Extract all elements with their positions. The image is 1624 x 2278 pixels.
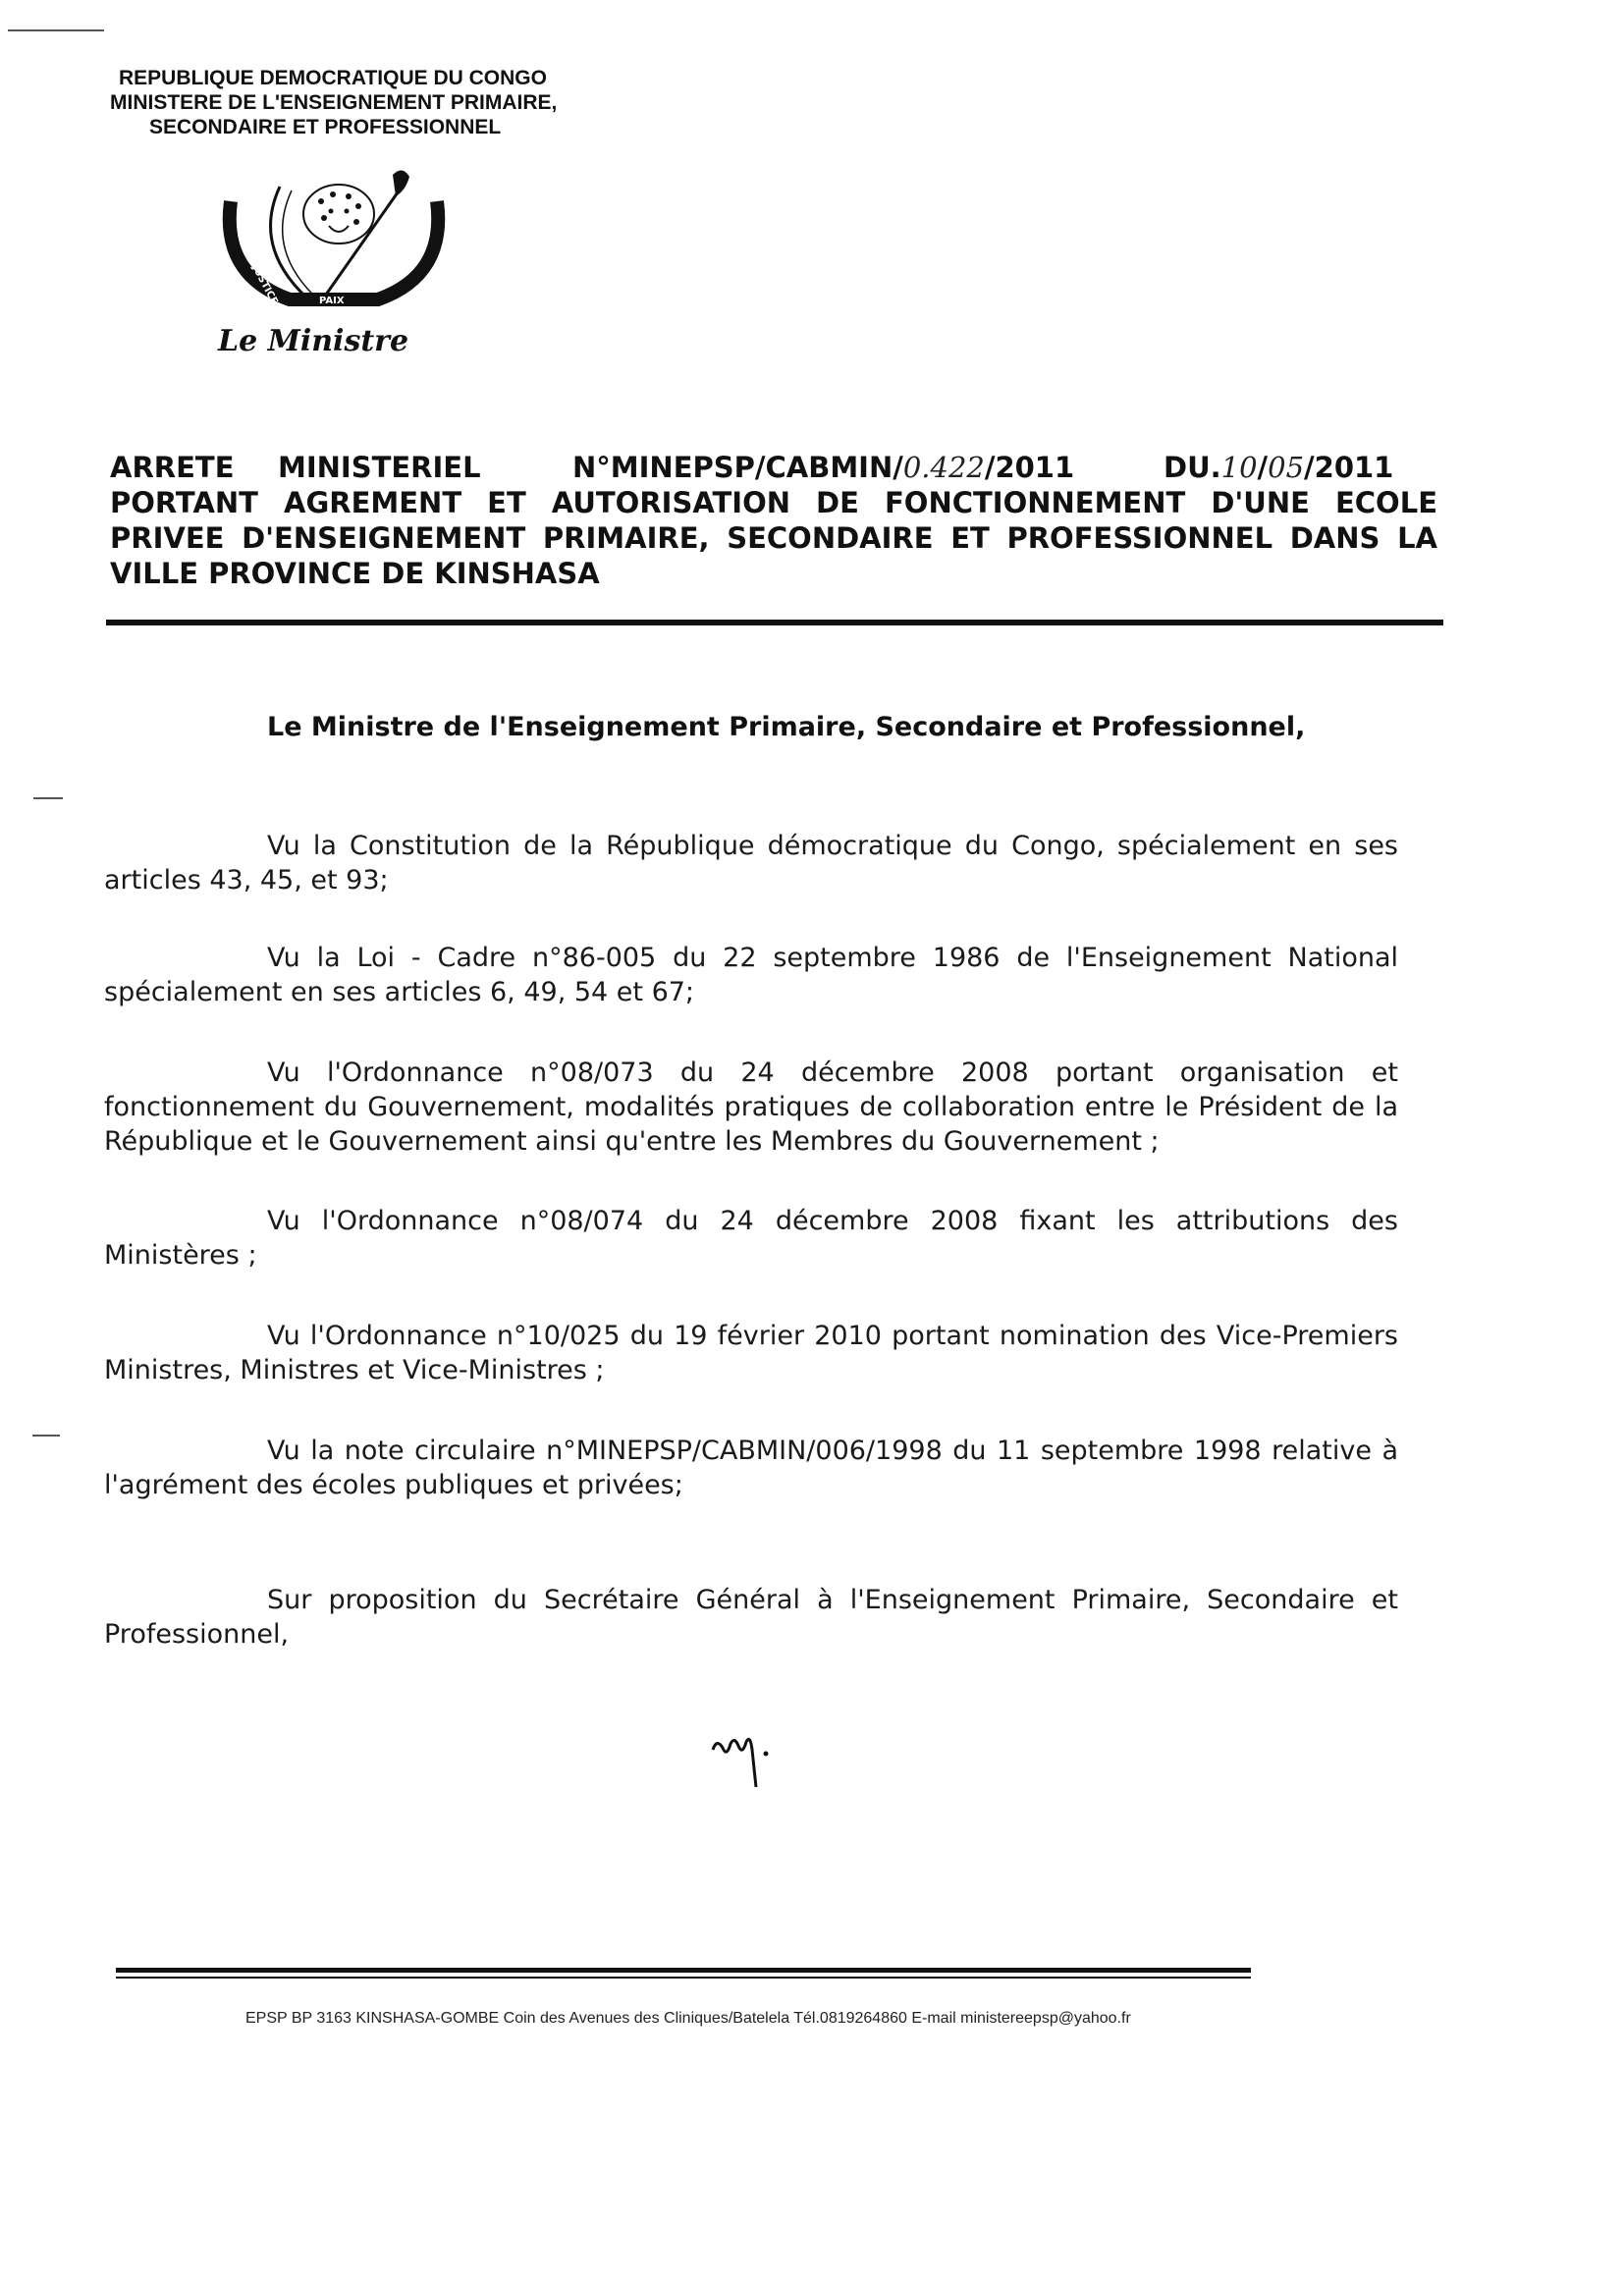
paragraph-constitution: Vu la Constitution de la République démocratique du Congo, spécialement en ses articles 43, 45, et 93;	[104, 831, 1398, 895]
header-ministry-2: SECONDAIRE ET PROFESSIONNEL	[149, 116, 502, 138]
title-line-4: VILLE PROVINCE DE KINSHASA	[110, 557, 600, 590]
emblem-text-paix: PAIX	[319, 296, 345, 306]
title-number-suffix: /2011	[984, 451, 1075, 484]
title-date	[1164, 451, 1393, 485]
title-ministeriel: MINISTERIEL	[278, 451, 481, 484]
paragraph-proposition: Sur proposition du Secrétaire Général à l'Enseignement Primaire, Secondaire et Professionnel,	[104, 1585, 1398, 1650]
title-number-handwritten: 0.422	[902, 451, 985, 484]
title-date-month: 05	[1268, 451, 1305, 484]
footer-address: EPSP BP 3163 KINSHASA-GOMBE Coin des Avenues des Cliniques/Batelela Tél.0819264860 E-mail ministereepsp@yahoo.fr	[245, 2010, 1131, 2027]
minister-heading: Le Ministre de l'Enseignement Primaire, Secondaire et Professionnel,	[267, 712, 1306, 742]
paragraph-ordonnance-08-073: Vu l'Ordonnance n°08/073 du 24 décembre 2008 portant organisation et fonctionnement du Gouvernement, modalités pratiques de collaboration entre le Président de la République et le Gouvernement ainsi qu'entre les Membres du Gouvernement ;	[104, 1058, 1398, 1157]
leopard-head-icon	[303, 185, 374, 244]
paragraph-loi-cadre: Vu la Loi - Cadre n°86-005 du 22 septembre 1986 de l'Enseignement National spécialement en ses articles 6, 49, 54 et 67;	[104, 943, 1398, 1007]
paragraph-ordonnance-08-074: Vu l'Ordonnance n°08/074 du 24 décembre 2008 fixant les attributions des Ministères ;	[104, 1206, 1398, 1271]
title-date-prefix: DU.	[1164, 451, 1221, 484]
title-line-3: PRIVEE D'ENSEIGNEMENT PRIMAIRE, SECONDAIRE ET PROFESSIONNEL DANS LA	[110, 521, 1437, 555]
title-arrete: ARRETE	[110, 451, 235, 484]
paragraph-note-circulaire: Vu la note circulaire n°MINEPSP/CABMIN/006/1998 du 11 septembre 1998 relative à l'agrément des écoles publiques et privées;	[104, 1436, 1398, 1500]
scan-mark-left-1	[33, 797, 63, 799]
title-number	[572, 451, 1074, 485]
initials-handwritten	[709, 1730, 778, 1793]
title-underline	[106, 620, 1443, 625]
title-date-day: 10	[1220, 451, 1258, 484]
title-number-prefix: N°MINEPSP/CABMIN/	[572, 451, 903, 484]
header-ministry: MINISTERE DE L'ENSEIGNEMENT PRIMAIRE,	[110, 91, 558, 114]
title-date-sep: /	[1257, 451, 1269, 484]
title-line-2: PORTANT AGREMENT ET AUTORISATION DE FONCTIONNEMENT D'UNE ECOLE	[110, 486, 1437, 519]
emblem-text-justice: JUSTICE	[249, 263, 280, 307]
coat-of-arms-emblem	[201, 157, 466, 324]
minister-signature: Le Ministre	[218, 324, 409, 358]
footer-rule-thick	[116, 1968, 1251, 1973]
paragraph-ordonnance-10-025: Vu l'Ordonnance n°10/025 du 19 février 2010 portant nomination des Vice-Premiers Ministres, Ministres et Vice-Ministres ;	[104, 1321, 1398, 1385]
header-republic: REPUBLIQUE DEMOCRATIQUE DU CONGO	[119, 67, 547, 89]
emblem-text-travail: TRAVAIL	[387, 236, 421, 281]
footer-rule-thin	[116, 1977, 1251, 1979]
scan-mark-top-left	[8, 29, 104, 31]
scan-mark-left-2	[32, 1435, 60, 1437]
title-date-suffix: /2011	[1304, 451, 1394, 484]
